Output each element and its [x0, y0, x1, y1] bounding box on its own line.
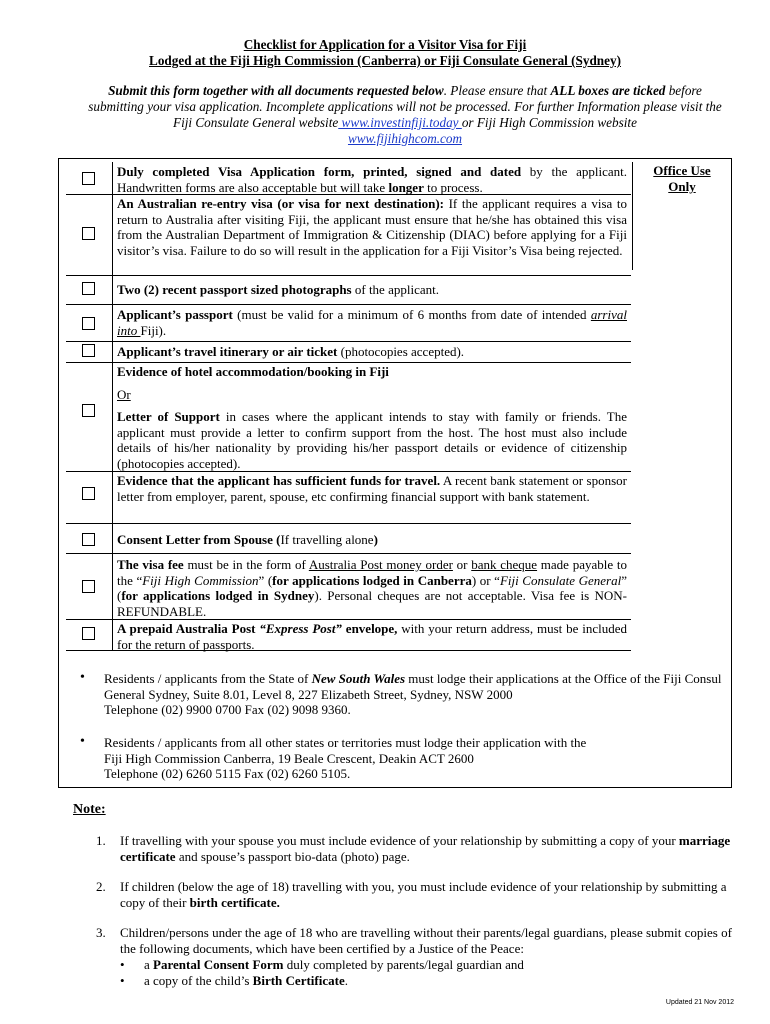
other-states-lodgement-info: Residents / applicants from all other states or territories must lodge their application with the Fiji High Commission Canberra, 19 Beale Crescent, Deakin ACT 2600 Telephone (02) 6260 5115 Fax (02) 6260 5105.	[104, 735, 587, 782]
item-application-form: Duly completed Visa Application form, printed, signed and dated by the applicant. Handwritten forms are also acceptable but will take longer to process.	[117, 164, 627, 195]
checkbox-passport[interactable]	[82, 317, 95, 330]
note-spouse: If travelling with your spouse you must include evidence of your relationship by submitting a copy of your marriage certificate and spouse’s passport bio-data (photo) page.	[120, 833, 731, 864]
investinfiji-link[interactable]: www.investinfiji.today	[338, 115, 462, 130]
fijihighcom-link[interactable]: www.fijihighcom.com	[347, 131, 463, 146]
checkbox-itinerary[interactable]	[82, 344, 95, 357]
row-divider	[66, 304, 631, 305]
note-children: If children (below the age of 18) travelling with you, you must include evidence of your relationship by submitting a copy of their birth certificate.	[120, 879, 727, 910]
row-divider	[66, 362, 631, 363]
checkbox-application-form[interactable]	[82, 172, 95, 185]
sub-item-consent-form: • a Parental Consent Form duly completed by parents/legal guardian and	[120, 957, 524, 972]
bullet-icon: •	[80, 734, 85, 749]
note-number: 1.	[96, 833, 106, 848]
sub-item-birth-certificate: • a copy of the child’s Birth Certificate.	[120, 973, 348, 988]
bullet-icon: •	[80, 670, 85, 685]
item-accommodation: Evidence of hotel accommodation/booking in Fiji Or Letter of Support in cases where the applicant intends to stay with family or friends. The applicant must provide a letter to confirm support from the host. The host must also include details of his/her nationality by providing his/her passport details or evidence of citizenship (photocopies accepted).	[117, 364, 627, 471]
page-subtitle: Lodged at the Fiji High Commission (Canberra) or Fiji Consulate General (Sydney)	[149, 53, 621, 68]
item-photographs: Two (2) recent passport sized photographs of the applicant.	[117, 282, 439, 297]
office-divider	[632, 162, 633, 270]
bullet-icon: •	[120, 973, 125, 988]
note-number: 3.	[96, 925, 106, 940]
checkbox-photographs[interactable]	[82, 282, 95, 295]
item-consent-letter: Consent Letter from Spouse (If travelling alone)	[117, 532, 378, 547]
row-divider	[66, 523, 631, 524]
checkbox-express-post[interactable]	[82, 627, 95, 640]
checkbox-visa-fee[interactable]	[82, 580, 95, 593]
checkbox-funds[interactable]	[82, 487, 95, 500]
office-use-heading: Office Use Only	[653, 163, 711, 194]
note-unaccompanied-minors: Children/persons under the age of 18 who are travelling without their parents/legal guardians, please submit copies of the following documents, which have been certified by a Justice of the Peace:	[120, 925, 732, 956]
checkbox-accommodation[interactable]	[82, 404, 95, 417]
item-express-post: A prepaid Australia Post “Express Post” envelope, with your return address, must be included for the return of passports.	[117, 621, 627, 652]
note-heading: Note:	[73, 802, 106, 817]
checkbox-reentry-visa[interactable]	[82, 227, 95, 240]
checkbox-consent-letter[interactable]	[82, 533, 95, 546]
bullet-icon: •	[120, 957, 125, 972]
column-divider	[112, 162, 113, 650]
note-number: 2.	[96, 879, 106, 894]
item-funds: Evidence that the applicant has sufficient funds for travel. A recent bank statement or sponsor letter from employer, parent, spouse, etc confirming financial support with bank statement.	[117, 473, 628, 504]
intro-bold: Submit this form together with all documents requested below	[108, 83, 444, 98]
row-divider	[66, 553, 631, 554]
intro-text: Submit this form together with all documents requested below. Please ensure that ALL boxes are ticked before submitting your visa application. Incomplete applications will not be processed. For further Information please visit the Fiji Consulate General website www.investinfiji.today or Fiji High Commission website www.fijihighcom.com	[88, 83, 722, 146]
item-itinerary: Applicant’s travel itinerary or air ticket (photocopies accepted).	[117, 344, 465, 359]
item-reentry-visa: An Australian re-entry visa (or visa for next destination): If the applicant requires a visa to return to Australia after visiting Fiji, the applicant must ensure that he/she has obtained this visa from the Australian Department of Immigration & Citizenship (DIAC) before applying for a Fiji visitor’s visa. Failure to do so will result in the application for a Fiji Visitor’s Visa being rejected.	[117, 196, 627, 258]
row-divider	[66, 341, 631, 342]
item-passport: Applicant’s passport (must be valid for a minimum of 6 months from date of intended arrival into Fiji).	[117, 307, 627, 338]
row-divider	[66, 275, 631, 276]
updated-date: Updated 21 Nov 2012	[665, 999, 734, 1006]
page-title: Checklist for Application for a Visitor Visa for Fiji	[243, 37, 527, 52]
item-visa-fee: The visa fee must be in the form of Australia Post money order or bank cheque made payable to the “Fiji High Commission” (for applications lodged in Canberra) or “Fiji Consulate General” (for applications lodged in Sydney). Personal cheques are not acceptable. Visa fee is NON-REFUNDABLE.	[117, 557, 628, 619]
nsw-lodgement-info: Residents / applicants from the State of New South Wales must lodge their applications at the Office of the Fiji Consul General Sydney, Suite 8.01, Level 8, 227 Elizabeth Street, Sydney, NSW 2000 Telephone (02) 9900 0700 Fax (02) 9098 9360.	[104, 671, 722, 718]
